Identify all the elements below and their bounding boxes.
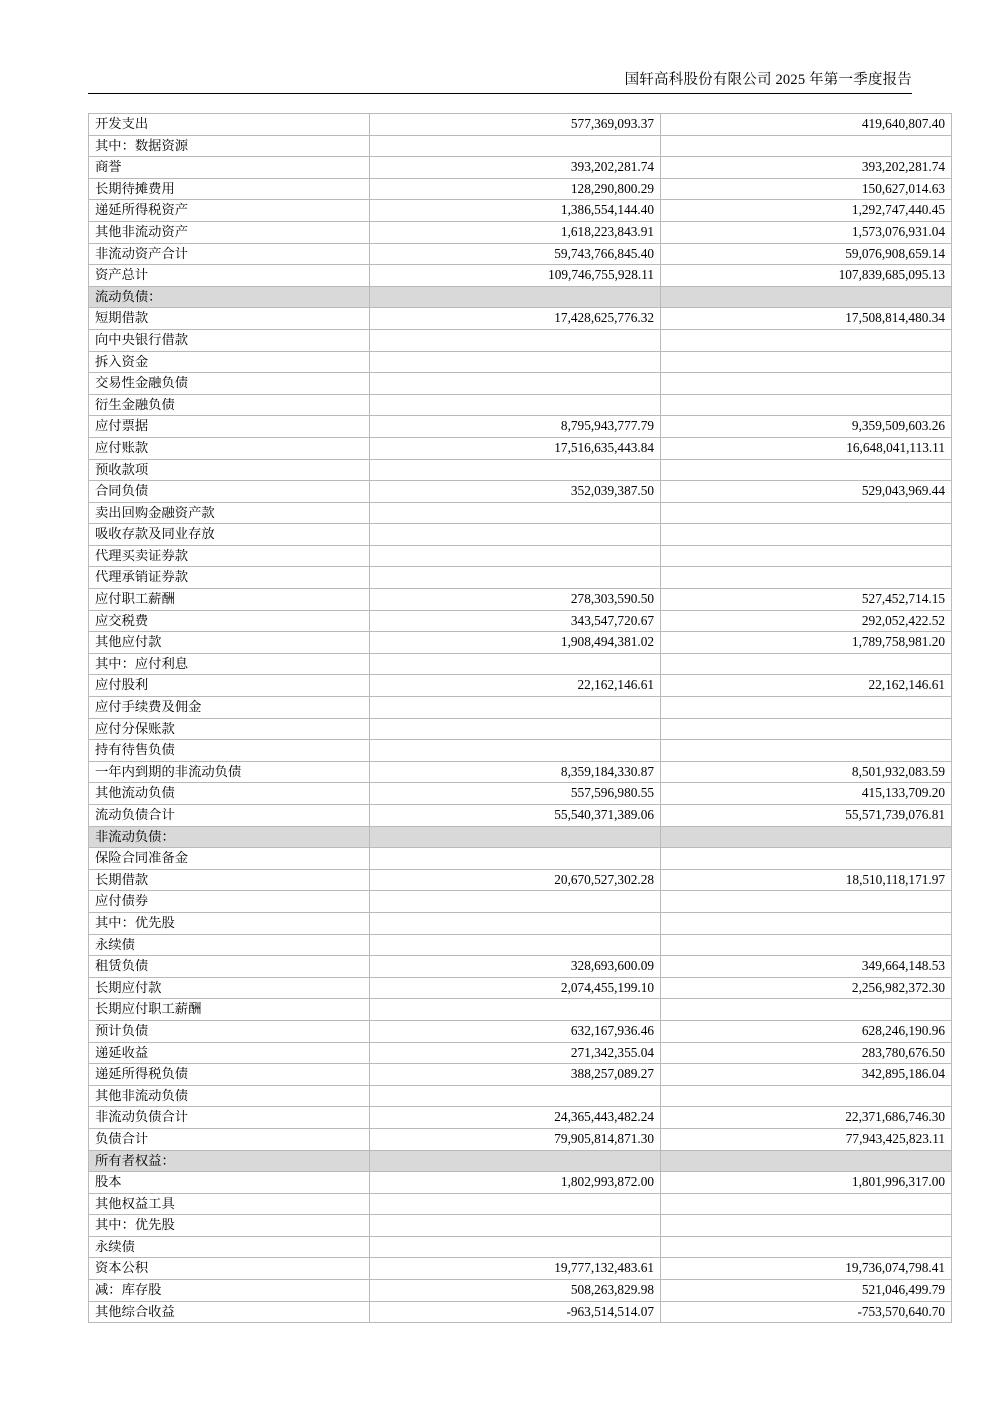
table-row (89, 1301, 952, 1323)
row-value-prior-period: 283,780,676.50 (661, 1042, 952, 1064)
row-value-current-period (370, 740, 661, 762)
row-value-prior-period: 415,133,709.20 (661, 783, 952, 805)
row-label: 应付股利 (89, 675, 370, 697)
row-value-prior-period (661, 524, 952, 546)
row-value-prior-period (661, 545, 952, 567)
row-value-prior-period: 77,943,425,823.11 (661, 1128, 952, 1150)
table-row (89, 329, 952, 351)
row-value-prior-period (661, 653, 952, 675)
row-value-prior-period (661, 697, 952, 719)
table-row (89, 567, 952, 589)
row-label: 应付债券 (89, 891, 370, 913)
table-row (89, 1107, 952, 1129)
row-label: 递延所得税资产 (89, 200, 370, 222)
row-value-current-period: -963,514,514.07 (370, 1301, 661, 1323)
row-value-current-period (370, 524, 661, 546)
row-label: 其中：优先股 (89, 1215, 370, 1237)
table-row (89, 675, 952, 697)
row-value-prior-period (661, 329, 952, 351)
row-value-current-period: 79,905,814,871.30 (370, 1128, 661, 1150)
table-row (89, 826, 952, 848)
row-value-prior-period (661, 1085, 952, 1107)
table-row (89, 718, 952, 740)
row-value-current-period: 1,386,554,144.40 (370, 200, 661, 222)
row-value-prior-period (661, 934, 952, 956)
row-value-prior-period: 628,246,190.96 (661, 1020, 952, 1042)
row-value-prior-period: 150,627,014.63 (661, 178, 952, 200)
table-row (89, 1280, 952, 1302)
row-value-current-period (370, 545, 661, 567)
row-label: 其他非流动资产 (89, 221, 370, 243)
table-row (89, 373, 952, 395)
table-row (89, 977, 952, 999)
row-value-prior-period (661, 502, 952, 524)
row-label: 流动负债： (89, 286, 370, 308)
row-value-prior-period: 1,573,076,931.04 (661, 221, 952, 243)
row-label: 拆入资金 (89, 351, 370, 373)
table-row (89, 1064, 952, 1086)
table-row (89, 286, 952, 308)
table-row (89, 178, 952, 200)
row-value-prior-period (661, 912, 952, 934)
table-row (89, 697, 952, 719)
table-row (89, 1236, 952, 1258)
row-value-prior-period (661, 373, 952, 395)
row-value-current-period (370, 502, 661, 524)
row-label: 吸收存款及同业存放 (89, 524, 370, 546)
row-value-prior-period (661, 286, 952, 308)
row-label: 预收款项 (89, 459, 370, 481)
table-row (89, 394, 952, 416)
table-row (89, 200, 952, 222)
row-value-prior-period: 521,046,499.79 (661, 1280, 952, 1302)
table-row (89, 1085, 952, 1107)
row-label: 持有待售负债 (89, 740, 370, 762)
row-value-prior-period: 527,452,714.15 (661, 589, 952, 611)
row-value-current-period: 17,428,625,776.32 (370, 308, 661, 330)
row-value-current-period (370, 912, 661, 934)
table-row (89, 1193, 952, 1215)
row-value-current-period (370, 718, 661, 740)
row-label: 一年内到期的非流动负债 (89, 761, 370, 783)
row-value-current-period (370, 1193, 661, 1215)
row-label: 衍生金融负债 (89, 394, 370, 416)
row-value-prior-period: 17,508,814,480.34 (661, 308, 952, 330)
table-row (89, 653, 952, 675)
table-row (89, 1128, 952, 1150)
table-row (89, 416, 952, 438)
row-value-current-period: 20,670,527,302.28 (370, 869, 661, 891)
row-value-current-period: 328,693,600.09 (370, 956, 661, 978)
row-value-prior-period (661, 848, 952, 870)
row-label: 长期应付款 (89, 977, 370, 999)
table-row (89, 481, 952, 503)
table-row (89, 934, 952, 956)
table-row (89, 157, 952, 179)
row-value-prior-period: 419,640,807.40 (661, 114, 952, 136)
table-row (89, 761, 952, 783)
row-value-prior-period: 18,510,118,171.97 (661, 869, 952, 891)
row-value-current-period: 1,908,494,381.02 (370, 632, 661, 654)
row-value-current-period: 388,257,089.27 (370, 1064, 661, 1086)
row-value-prior-period (661, 1150, 952, 1172)
row-label: 应付手续费及佣金 (89, 697, 370, 719)
row-value-prior-period: 59,076,908,659.14 (661, 243, 952, 265)
row-value-current-period: 59,743,766,845.40 (370, 243, 661, 265)
row-value-prior-period (661, 891, 952, 913)
row-value-prior-period: 292,052,422.52 (661, 610, 952, 632)
table-row (89, 1172, 952, 1194)
row-value-current-period (370, 999, 661, 1021)
row-value-current-period: 577,369,093.37 (370, 114, 661, 136)
row-label: 其他综合收益 (89, 1301, 370, 1323)
table-row (89, 1150, 952, 1172)
row-label: 应付分保账款 (89, 718, 370, 740)
row-value-prior-period: 9,359,509,603.26 (661, 416, 952, 438)
table-row (89, 1258, 952, 1280)
row-value-prior-period (661, 1215, 952, 1237)
row-label: 所有者权益： (89, 1150, 370, 1172)
row-value-prior-period (661, 826, 952, 848)
row-label: 其中：优先股 (89, 912, 370, 934)
row-value-current-period: 343,547,720.67 (370, 610, 661, 632)
row-label: 交易性金融负债 (89, 373, 370, 395)
table-row (89, 351, 952, 373)
row-value-current-period: 393,202,281.74 (370, 157, 661, 179)
row-label: 非流动资产合计 (89, 243, 370, 265)
row-value-prior-period (661, 567, 952, 589)
table-row (89, 243, 952, 265)
row-label: 减：库存股 (89, 1280, 370, 1302)
row-value-prior-period: 529,043,969.44 (661, 481, 952, 503)
row-label: 资本公积 (89, 1258, 370, 1280)
row-value-prior-period: 2,256,982,372.30 (661, 977, 952, 999)
row-value-prior-period: -753,570,640.70 (661, 1301, 952, 1323)
row-label: 递延所得税负债 (89, 1064, 370, 1086)
row-value-prior-period: 1,292,747,440.45 (661, 200, 952, 222)
balance-sheet-table (88, 113, 952, 1323)
row-value-current-period: 352,039,387.50 (370, 481, 661, 503)
row-value-current-period: 128,290,800.29 (370, 178, 661, 200)
table-row (89, 459, 952, 481)
row-label: 其他应付款 (89, 632, 370, 654)
table-row (89, 848, 952, 870)
row-value-prior-period (661, 1193, 952, 1215)
table-row (89, 869, 952, 891)
row-value-current-period: 1,802,993,872.00 (370, 1172, 661, 1194)
row-label: 永续债 (89, 1236, 370, 1258)
row-value-current-period (370, 135, 661, 157)
row-value-current-period (370, 826, 661, 848)
row-value-current-period: 271,342,355.04 (370, 1042, 661, 1064)
table-row (89, 502, 952, 524)
row-value-prior-period: 1,789,758,981.20 (661, 632, 952, 654)
row-label: 商誉 (89, 157, 370, 179)
row-label: 股本 (89, 1172, 370, 1194)
row-label: 递延收益 (89, 1042, 370, 1064)
row-value-current-period: 8,359,184,330.87 (370, 761, 661, 783)
row-value-current-period: 55,540,371,389.06 (370, 805, 661, 827)
page-header-title: 国轩高科股份有限公司 2025 年第一季度报告 (624, 72, 912, 88)
row-value-current-period (370, 891, 661, 913)
row-value-current-period (370, 329, 661, 351)
row-value-prior-period: 8,501,932,083.59 (661, 761, 952, 783)
row-label: 非流动负债： (89, 826, 370, 848)
row-label: 流动负债合计 (89, 805, 370, 827)
table-row (89, 956, 952, 978)
table-row (89, 589, 952, 611)
table-row (89, 632, 952, 654)
row-value-current-period (370, 1085, 661, 1107)
row-label: 其他非流动负债 (89, 1085, 370, 1107)
row-value-current-period: 632,167,936.46 (370, 1020, 661, 1042)
row-label: 开发支出 (89, 114, 370, 136)
row-label: 应付票据 (89, 416, 370, 438)
table-row (89, 610, 952, 632)
row-value-current-period (370, 1150, 661, 1172)
row-label: 保险合同准备金 (89, 848, 370, 870)
row-value-current-period: 557,596,980.55 (370, 783, 661, 805)
row-value-prior-period: 1,801,996,317.00 (661, 1172, 952, 1194)
header-divider (88, 93, 912, 94)
row-label: 代理承销证券款 (89, 567, 370, 589)
row-value-prior-period: 342,895,186.04 (661, 1064, 952, 1086)
table-row (89, 221, 952, 243)
row-label: 代理买卖证券款 (89, 545, 370, 567)
row-value-current-period: 109,746,755,928.11 (370, 265, 661, 287)
row-value-current-period (370, 373, 661, 395)
row-label: 应付职工薪酬 (89, 589, 370, 611)
row-value-prior-period: 107,839,685,095.13 (661, 265, 952, 287)
row-label: 短期借款 (89, 308, 370, 330)
row-value-current-period (370, 286, 661, 308)
row-value-prior-period (661, 999, 952, 1021)
row-value-current-period: 17,516,635,443.84 (370, 437, 661, 459)
row-value-current-period (370, 1236, 661, 1258)
row-label: 长期借款 (89, 869, 370, 891)
row-value-current-period: 19,777,132,483.61 (370, 1258, 661, 1280)
row-label: 应付账款 (89, 437, 370, 459)
row-label: 长期待摊费用 (89, 178, 370, 200)
table-row (89, 783, 952, 805)
row-value-prior-period: 22,371,686,746.30 (661, 1107, 952, 1129)
row-label: 其他权益工具 (89, 1193, 370, 1215)
row-value-current-period: 278,303,590.50 (370, 589, 661, 611)
row-value-prior-period (661, 135, 952, 157)
row-value-current-period: 508,263,829.98 (370, 1280, 661, 1302)
row-value-prior-period (661, 718, 952, 740)
row-label: 长期应付职工薪酬 (89, 999, 370, 1021)
row-value-prior-period (661, 740, 952, 762)
page-header (88, 68, 912, 89)
table-row (89, 114, 952, 136)
row-value-current-period: 22,162,146.61 (370, 675, 661, 697)
table-row (89, 1215, 952, 1237)
row-label: 负债合计 (89, 1128, 370, 1150)
row-value-current-period: 1,618,223,843.91 (370, 221, 661, 243)
table-row (89, 545, 952, 567)
table-row (89, 1020, 952, 1042)
table-row (89, 265, 952, 287)
row-value-prior-period (661, 351, 952, 373)
table-row (89, 524, 952, 546)
table-row (89, 891, 952, 913)
row-value-prior-period (661, 394, 952, 416)
row-value-current-period (370, 1215, 661, 1237)
table-row (89, 135, 952, 157)
table-row (89, 308, 952, 330)
table-row (89, 805, 952, 827)
row-label: 预计负债 (89, 1020, 370, 1042)
row-value-prior-period: 16,648,041,113.11 (661, 437, 952, 459)
row-value-prior-period: 22,162,146.61 (661, 675, 952, 697)
table-row (89, 1042, 952, 1064)
row-value-current-period: 8,795,943,777.79 (370, 416, 661, 438)
table-row (89, 999, 952, 1021)
row-label: 非流动负债合计 (89, 1107, 370, 1129)
row-label: 其他流动负债 (89, 783, 370, 805)
row-value-current-period (370, 697, 661, 719)
row-value-current-period (370, 934, 661, 956)
row-label: 向中央银行借款 (89, 329, 370, 351)
row-value-current-period: 2,074,455,199.10 (370, 977, 661, 999)
row-label: 资产总计 (89, 265, 370, 287)
row-value-current-period (370, 459, 661, 481)
table-row (89, 912, 952, 934)
row-value-current-period: 24,365,443,482.24 (370, 1107, 661, 1129)
row-label: 其中：数据资源 (89, 135, 370, 157)
row-label: 合同负债 (89, 481, 370, 503)
table-row (89, 437, 952, 459)
row-label: 卖出回购金融资产款 (89, 502, 370, 524)
row-value-prior-period: 393,202,281.74 (661, 157, 952, 179)
row-value-prior-period: 349,664,148.53 (661, 956, 952, 978)
row-label: 其中：应付利息 (89, 653, 370, 675)
table-row (89, 740, 952, 762)
row-value-prior-period: 55,571,739,076.81 (661, 805, 952, 827)
row-value-prior-period (661, 1236, 952, 1258)
row-value-current-period (370, 567, 661, 589)
row-value-prior-period: 19,736,074,798.41 (661, 1258, 952, 1280)
row-label: 租赁负债 (89, 956, 370, 978)
row-value-current-period (370, 848, 661, 870)
row-value-current-period (370, 351, 661, 373)
row-label: 永续债 (89, 934, 370, 956)
row-value-current-period (370, 394, 661, 416)
row-value-current-period (370, 653, 661, 675)
row-value-prior-period (661, 459, 952, 481)
balance-sheet-table-container (88, 113, 945, 1323)
row-label: 应交税费 (89, 610, 370, 632)
